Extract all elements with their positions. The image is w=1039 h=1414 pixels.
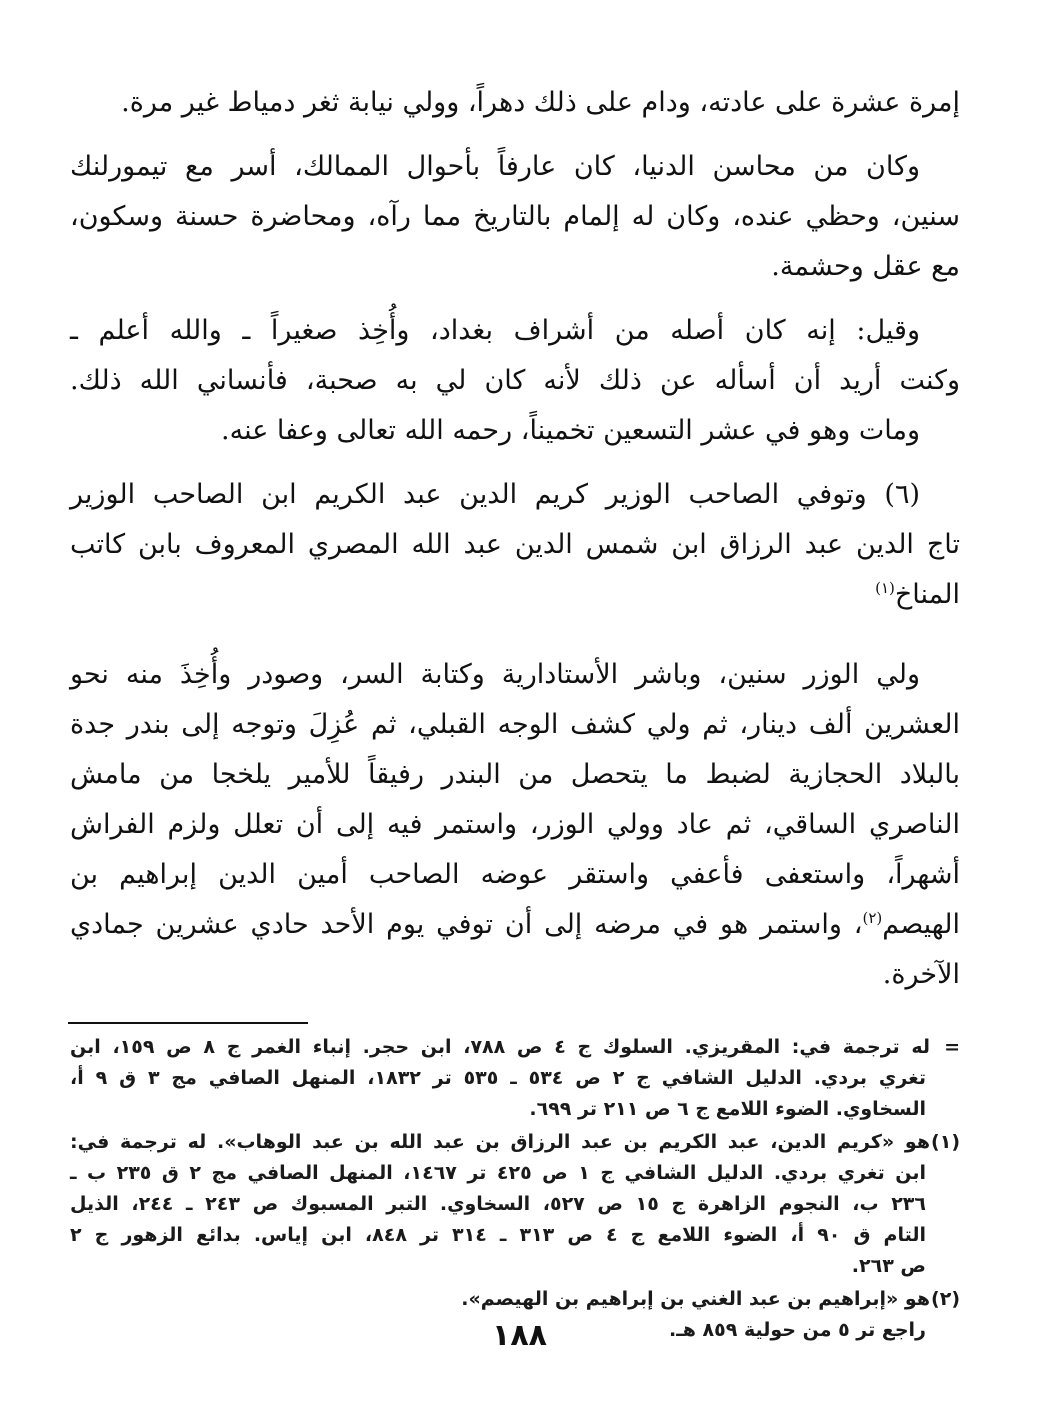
footnote-line: راجع تر ٥ من حولية ٨٥٩ هـ. — [669, 1319, 926, 1341]
footnote-mark: (٢) — [931, 1288, 960, 1310]
main-paragraph-3 — [70, 306, 960, 456]
footnote-mark: (١) — [931, 1131, 960, 1153]
text-line: الناصري الساقي، ثم عاد وولي الوزر، واستمر فيه إلى أن تعلل ولزم الفراش — [70, 809, 960, 840]
footnote-line — [70, 1284, 960, 1315]
text-line — [70, 570, 960, 620]
text-line: ومات وهو في عشر التسعين تخميناً، رحمه الله تعالى وعفا عنه. — [221, 415, 920, 446]
text-line: العشرين ألف دينار، ثم ولي كشف الوجه القبلي، ثم عُزِلَ وتوجه إلى بندر جدة — [70, 709, 960, 740]
text-fragment: له ترجمة في: المقريزي. السلوك ج ٤ ص ٧٨٨، ابن حجر. إنباء الغمر ج ٨ ص ١٥٩، ابن — [70, 1036, 930, 1058]
footnote-mark: = — [944, 1036, 960, 1058]
text-line: وكان من محاسن الدنيا، كان عارفاً بأحوال الممالك، أسر مع تيمورلنك — [70, 151, 920, 182]
text-line: مع عقل وحشمة. — [771, 251, 960, 282]
text-line — [70, 900, 960, 950]
text-line: (٦) وتوفي الصاحب الوزير كريم الدين عبد الكريم ابن الصاحب الوزير — [70, 479, 920, 510]
footnote-line — [70, 1032, 960, 1063]
footnote-line: ٢٣٦ ب، النجوم الزاهرة ج ١٥ ص ٥٢٧، السخاوي. التبر المسبوك ص ٢٤٣ ـ ٢٤٤، الذيل — [70, 1193, 926, 1215]
footnote-continuation — [70, 1032, 960, 1125]
main-paragraph-5 — [70, 650, 960, 1000]
footnote-reference[interactable]: (٢) — [862, 909, 883, 927]
footnote-divider — [68, 1022, 308, 1024]
text-line: وقيل: إنه كان أصله من أشراف بغداد، وأُخِذ صغيراً ـ والله أعلم ـ — [70, 315, 920, 346]
main-paragraph-4 — [70, 470, 960, 620]
text-line: الآخرة. — [882, 959, 960, 990]
text-line: سنين، وحظي عنده، وكان له إلمام بالتاريخ مما رآه، ومحاضرة حسنة وسكون، — [70, 201, 960, 232]
text-line: وكنت أريد أن أسأله عن ذلك لأنه كان لي به صحبة، فأنساني الله ذلك. — [70, 365, 960, 396]
footnote-line — [70, 1127, 960, 1158]
text-line: أشهراً، واستعفى فأعفي واستقر عوضه الصاحب أمين الدين إبراهيم بن — [70, 859, 960, 890]
text-fragment: هو «إبراهيم بن عبد الغني بن إبراهيم بن الهيصم». — [461, 1288, 930, 1310]
text-line: إمرة عشرة على عادته، ودام على ذلك دهراً، وولي نيابة ثغر دمياط غير مرة. — [121, 87, 960, 118]
text-fragment: الهيصم — [882, 909, 960, 940]
text-fragment: المناخ — [894, 579, 960, 610]
text-fragment: هو «كريم الدين، عبد الكريم بن عبد الرزاق بن عبد الله بن عبد الوهاب». له ترجمة في: — [70, 1131, 930, 1153]
footnote-line: تغري بردي. الدليل الشافي ج ٢ ص ٥٣٤ ـ ٥٣٥ تر ١٨٣٢، المنهل الصافي مج ٣ ق ٩ أ، — [70, 1067, 927, 1089]
footnote-line: ص ٢٦٣. — [851, 1255, 926, 1277]
footnote-line: السخاوي. الضوء اللامع ج ٦ ص ٢١١ تر ٦٩٩. — [529, 1098, 926, 1120]
footnote-line: ابن تغري بردي. الدليل الشافي ج ١ ص ٤٢٥ تر ١٤٦٧، المنهل الصافي مج ٢ ق ٢٣٥ ب ـ — [70, 1162, 926, 1184]
text-line: تاج الدين عبد الرزاق ابن شمس الدين عبد الله المصري المعروف بابن كاتب — [70, 529, 960, 560]
text-fragment: ، واستمر هو في مرضه إلى أن توفي يوم الأحد حادي عشرين جمادي — [70, 909, 863, 940]
footnote-reference[interactable]: (١) — [875, 579, 895, 597]
main-paragraph-2 — [70, 142, 960, 292]
footnotes-section — [70, 1032, 960, 1346]
main-paragraph-1 — [70, 78, 960, 128]
page-number: ١٨٨ — [492, 1318, 547, 1353]
footnote-1 — [70, 1127, 960, 1282]
text-line: بالبلاد الحجازية لضبط ما يتحصل من البندر رفيقاً للأمير يلخجا من مامش — [70, 759, 960, 790]
text-line: ولي الوزر سنين، وباشر الأستادارية وكتابة السر، وصودر وأُخِذَ منه نحو — [70, 659, 920, 690]
footnote-line: التام ق ٩٠ أ، الضوء اللامع ج ٤ ص ٣١٣ ـ ٣١٤ تر ٨٤٨، ابن إياس. بدائع الزهور ج ٢ — [70, 1224, 926, 1246]
page-body — [70, 78, 960, 1378]
